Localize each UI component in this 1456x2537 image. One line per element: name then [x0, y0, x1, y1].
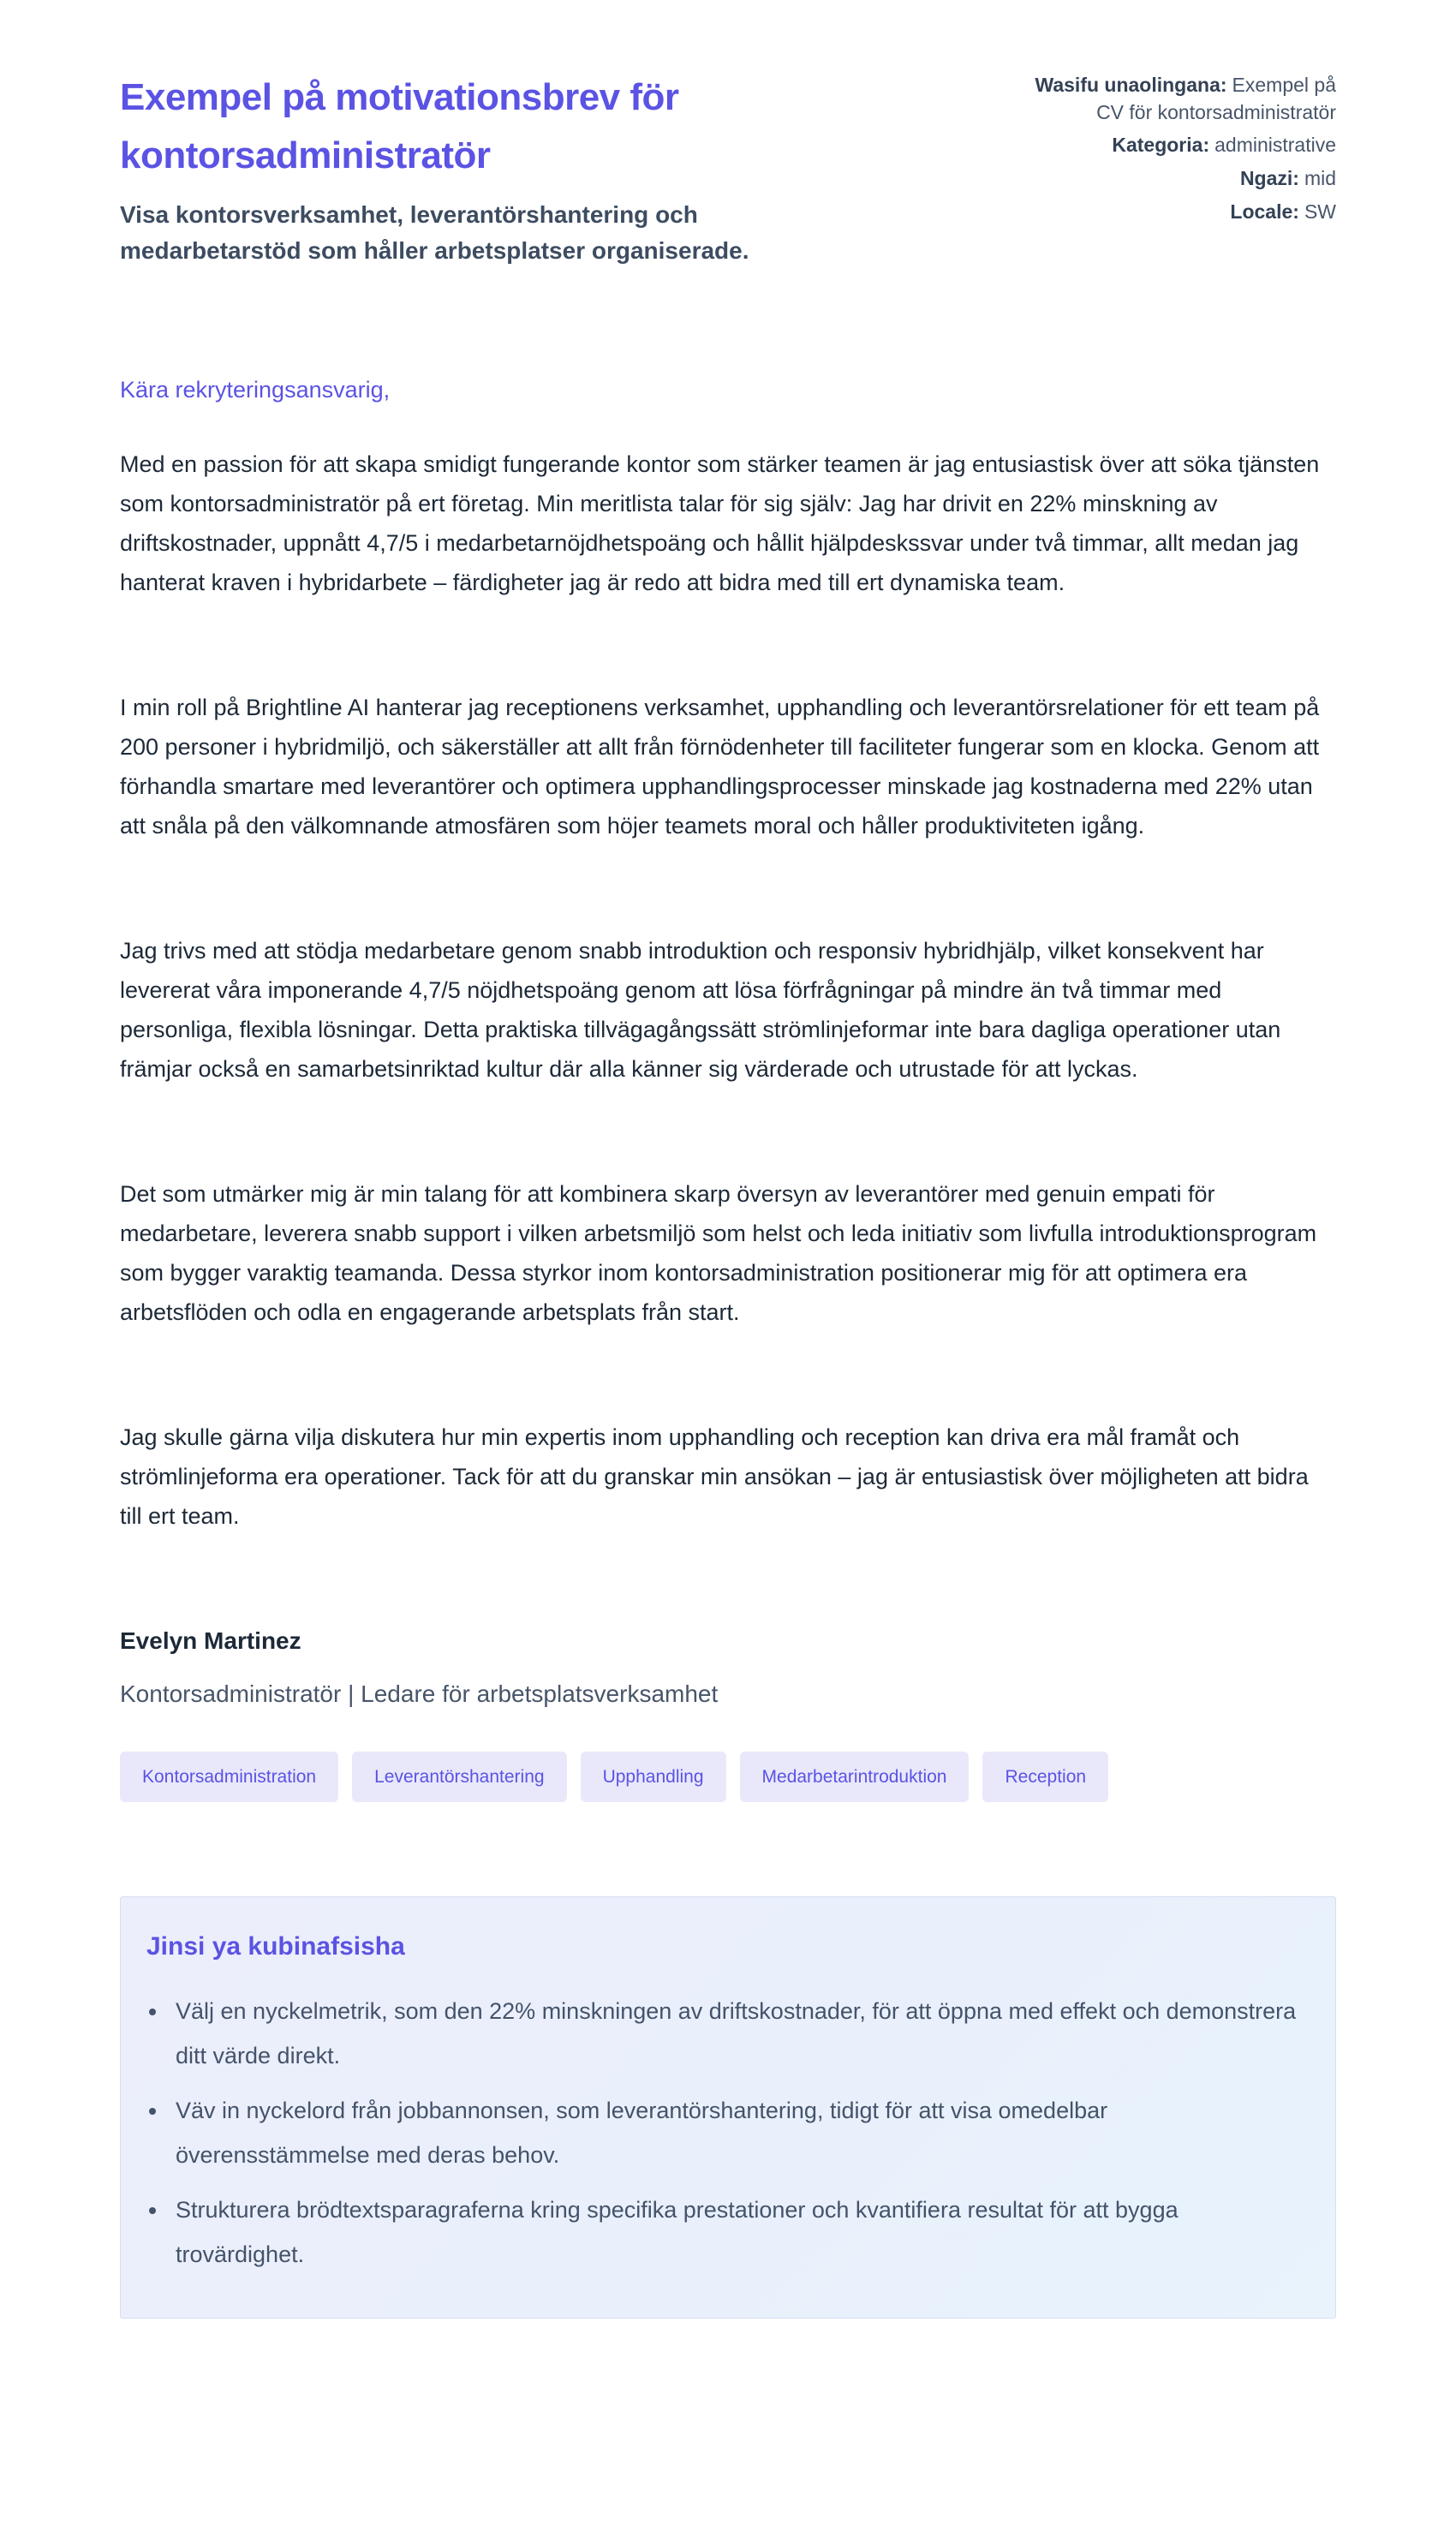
meta-value: mid: [1304, 167, 1336, 190]
header: [120, 69, 1336, 269]
meta-label: Ngazi:: [1239, 167, 1299, 190]
meta-row-locale: [1021, 199, 1336, 226]
customization-tips-box: [120, 1896, 1336, 2319]
tag-upphandling[interactable]: Upphandling: [581, 1752, 726, 1802]
meta-label: Kategoria:: [1112, 134, 1210, 157]
meta-label: Wasifu unaolingana:: [1035, 74, 1227, 96]
letter-paragraph: Jag skulle gärna vilja diskutera hur min expertis inom upphandling och reception kan driva era mål framåt och strömlinjeforma era operationer. Tack för att du granskar min ansökan – jag är entusiastisk över möjligheten att bidra till ert team.: [120, 1424, 1309, 1530]
tip-item: • Väv in nyckelord från jobbannonsen, som leverantörshantering, tidigt för att visa omedelbar överensstämmelse med deras behov.: [169, 2088, 1306, 2177]
letter-paragraph: Det som utmärker mig är min talang för att kombinera skarp översyn av leverantörer med genuin empati för medarbetare, leverera snabb support i vilken arbetsmiljö som helst och leda initiativ som livfulla introduktionsprogram som bygger varaktig teamanda. Dessa styrkor inom kontorsadministration positionerar mig för att optimera era arbetsflöden och odla en engagerande arbetsplats från start.: [120, 1181, 1317, 1326]
tips-heading: Jinsi ya kubinafsisha: [146, 1932, 405, 1961]
signature-name: Evelyn Martinez: [120, 1627, 301, 1655]
meta-row-matching-resume: [1021, 72, 1336, 126]
tag-kontorsadministration[interactable]: Kontorsadministration: [120, 1752, 338, 1802]
tag-leverantorshantering[interactable]: Leverantörshantering: [352, 1752, 566, 1802]
meta-value: Exempel på CV för kontorsadministratör: [1096, 74, 1336, 123]
tag-list: [120, 1752, 1336, 1802]
salutation: Kära rekryteringsansvarig,: [120, 377, 391, 403]
meta-row-level: [1021, 165, 1336, 193]
tips-list: [146, 1989, 1306, 2277]
signature-role: Kontorsadministratör | Ledare för arbetsplatsverksamhet: [120, 1680, 719, 1708]
tag-reception[interactable]: Reception: [982, 1752, 1108, 1802]
page-title: Exempel på motivationsbrev för kontorsadministratör: [120, 76, 679, 177]
letter-paragraph: Med en passion för att skapa smidigt fungerande kontor som stärker teamen är jag entusiastisk över att söka tjänsten som kontorsadministratör på ert företag. Min meritlista talar för sig själv: Jag har drivit en 22% minskning av driftskostnader, uppnått 4,7/5 i medarbetarnöjdhetspoäng och hållit hjälpdeskssvar under två timmar, allt medan jag hanterat kraven i hybridarbete – färdigheter jag är redo att bidra med till ert dynamiska team.: [120, 451, 1320, 596]
meta-value: SW: [1304, 200, 1336, 223]
header-titles: [120, 69, 856, 269]
meta-panel: [1021, 69, 1336, 232]
letter-body: [120, 370, 1336, 1714]
meta-value: administrative: [1214, 134, 1336, 157]
tag-medarbetarintroduktion[interactable]: Medarbetarintroduktion: [740, 1752, 970, 1802]
tip-item: • Strukturera brödtextsparagraferna kring specifika prestationer och kvantifiera resultat för att bygga trovärdighet.: [169, 2188, 1306, 2277]
meta-label: Locale:: [1230, 200, 1299, 223]
page-subtitle: Visa kontorsverksamhet, leverantörshantering och medarbetarstöd som håller arbetsplatser organiserade.: [120, 201, 749, 265]
letter-paragraph: I min roll på Brightline AI hanterar jag receptionens verksamhet, upphandling och leverantörsrelationer för ett team på 200 personer i hybridmiljö, och säkerställer att allt från förnödenheter till faciliteter fungerar som en klocka. Genom att förhandla smartare med leverantörer och optimera upphandlingsprocesser minskade jag kostnaderna med 22% utan att snåla på den välkomnande atmosfären som höjer teamets moral och håller produktiviteten igång.: [120, 695, 1320, 839]
meta-row-category: [1021, 132, 1336, 159]
letter-paragraph: Jag trivs med att stödja medarbetare genom snabb introduktion och responsiv hybridhjälp, vilket konsekvent har levererat våra imponerande 4,7/5 nöjdhetspoäng genom att lösa förfrågningar på mindre än två timmar med personliga, flexibla lösningar. Detta praktiska tillvägagångssätt strömlinjeformar inte bara dagliga operationer utan främjar också en samarbetsinriktad kultur där alla känner sig värderade och utrustade för att lyckas.: [120, 938, 1281, 1083]
tip-item: • Välj en nyckelmetrik, som den 22% minskningen av driftskostnader, för att öppna med effekt och demonstrera ditt värde direkt.: [169, 1989, 1306, 2078]
